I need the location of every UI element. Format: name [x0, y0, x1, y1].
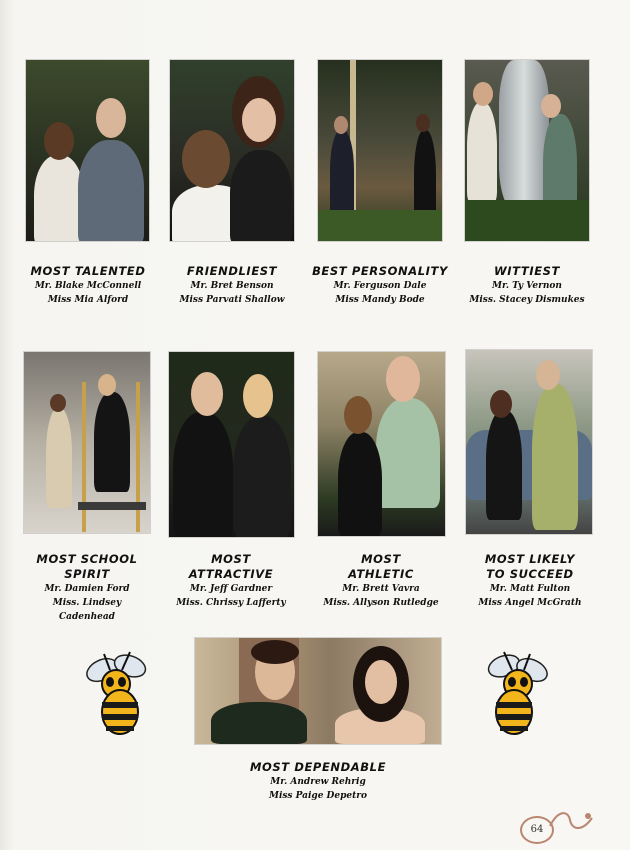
award-name: Cadenhead	[59, 612, 115, 622]
award-title: MOST TALENTED	[30, 264, 146, 278]
award-title: ATHLETIC	[348, 567, 414, 581]
award-name: Mr. Blake McConnell	[34, 281, 142, 291]
photo-most-likely-to-succeed	[466, 350, 592, 534]
award-name: Miss. Allyson Rutledge	[323, 598, 439, 608]
award-title: ATTRACTIVE	[188, 567, 274, 581]
award-name: Miss Angel McGrath	[478, 598, 582, 608]
caption-most-dependable	[230, 760, 406, 803]
caption-most-likely-to-succeed	[455, 552, 605, 610]
photo-most-school-spirit	[24, 352, 150, 533]
award-title: SPIRIT	[64, 567, 110, 581]
caption-best-personality	[306, 264, 454, 307]
award-name: Miss. Stacey Dismukes	[469, 295, 585, 305]
award-title: MOST	[361, 552, 401, 566]
award-name: Miss Mia Alford	[47, 295, 129, 305]
award-name: Mr. Ferguson Dale	[333, 281, 427, 291]
award-name: Miss Paige Depetro	[268, 791, 368, 801]
bee-mascot-icon	[476, 646, 560, 738]
award-title: TO SUCCEED	[486, 567, 574, 581]
photo-most-talented	[26, 60, 149, 241]
award-title: MOST	[211, 552, 251, 566]
photo-most-athletic	[318, 352, 445, 536]
photo-most-attractive	[169, 352, 294, 537]
award-name: Mr. Andrew Rehrig	[270, 777, 366, 787]
photo-most-dependable	[195, 638, 441, 744]
award-name: Mr. Ty Vernon	[492, 281, 562, 291]
caption-most-school-spirit	[14, 552, 160, 624]
award-title: MOST DEPENDABLE	[249, 760, 387, 774]
award-name: Mr. Bret Benson	[190, 281, 274, 291]
bee-mascot-icon	[74, 646, 158, 738]
award-title: MOST LIKELY	[484, 552, 576, 566]
award-name: Mr. Jeff Gardner	[189, 584, 273, 594]
award-title: BEST PERSONALITY	[312, 264, 448, 278]
caption-wittiest	[453, 264, 601, 307]
award-name: Miss Parvati Shallow	[179, 295, 285, 305]
caption-friendliest	[158, 264, 306, 307]
photo-friendliest	[170, 60, 294, 241]
award-name: Mr. Damien Ford	[44, 584, 130, 594]
award-name: Mr. Matt Fulton	[489, 584, 571, 594]
flourish-icon	[548, 806, 596, 836]
photo-wittiest	[465, 60, 589, 241]
caption-most-athletic	[308, 552, 454, 610]
award-title: WITTIEST	[494, 264, 560, 278]
award-title: FRIENDLIEST	[186, 264, 278, 278]
award-name: Miss. Chrissy Lafferty	[176, 598, 286, 608]
award-title: MOST SCHOOL	[36, 552, 138, 566]
photo-best-personality	[318, 60, 442, 241]
award-name: Miss. Lindsey	[52, 598, 122, 608]
caption-most-talented	[14, 264, 162, 307]
award-name: Mr. Brett Vavra	[342, 584, 420, 594]
award-name: Miss Mandy Bode	[335, 295, 425, 305]
caption-most-attractive	[158, 552, 304, 610]
page-number: 64	[520, 816, 554, 844]
